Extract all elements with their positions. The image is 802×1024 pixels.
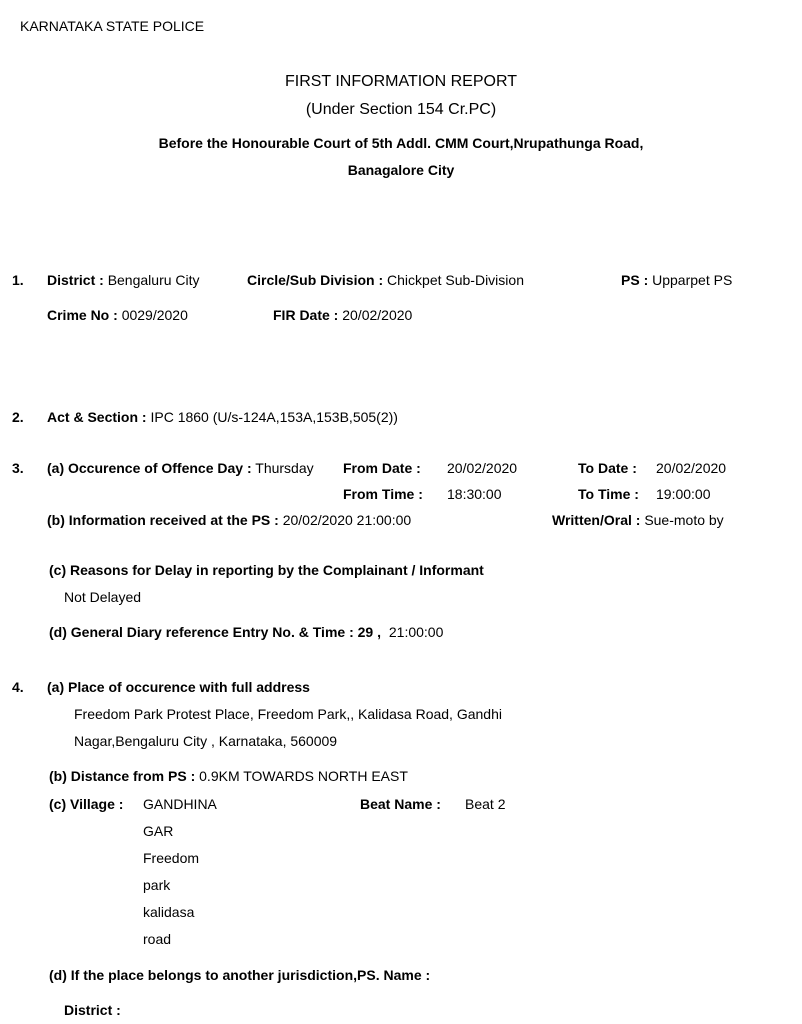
written-oral-value: Sue-moto by bbox=[644, 512, 724, 528]
act-section-row bbox=[47, 409, 398, 425]
info-received-value: 20/02/2020 21:00:00 bbox=[282, 512, 412, 528]
beat-name-value: Beat 2 bbox=[465, 796, 506, 812]
diary-time: 21:00:00 bbox=[388, 624, 444, 640]
agency-name: KARNATAKA STATE POLICE bbox=[20, 18, 205, 34]
delay-reason-label: (c) Reasons for Delay in reporting by the Complainant / Informant bbox=[49, 562, 484, 578]
fir-date-value: 20/02/2020 bbox=[342, 307, 413, 323]
jurisdiction-label: (d) If the place belongs to another jurisdiction,PS. Name : bbox=[49, 967, 431, 983]
from-date-label: From Date : bbox=[343, 460, 421, 476]
section-1-number: 1. bbox=[12, 272, 24, 288]
section-3-number: 3. bbox=[12, 460, 24, 476]
to-date-label: To Date : bbox=[578, 460, 637, 476]
village-line: GANDHINA bbox=[143, 796, 217, 812]
circle-row bbox=[247, 272, 524, 288]
offence-day-value: Thursday bbox=[255, 460, 314, 476]
court-line-2: Banagalore City bbox=[347, 162, 455, 178]
distance-row bbox=[49, 768, 408, 784]
diary-row bbox=[49, 624, 443, 640]
act-section-value: IPC 1860 (U/s-124A,153A,153B,505(2)) bbox=[150, 409, 398, 425]
village-line: Freedom bbox=[143, 850, 200, 866]
address-line-2: Nagar,Bengaluru City , Karnataka, 560009 bbox=[74, 733, 338, 749]
village-line: GAR bbox=[143, 823, 174, 839]
diary-label: (d) General Diary reference Entry No. & Time : bbox=[49, 624, 354, 640]
village-line: kalidasa bbox=[143, 904, 195, 920]
offence-day-label: (a) Occurence of Offence Day : bbox=[47, 460, 252, 476]
info-received-row bbox=[47, 512, 411, 528]
place-label: (a) Place of occurence with full address bbox=[47, 679, 310, 695]
ps-label: PS : bbox=[621, 272, 649, 288]
from-time-value: 18:30:00 bbox=[447, 486, 502, 502]
circle-value: Chickpet Sub-Division bbox=[387, 272, 524, 288]
offence-day-row bbox=[47, 460, 314, 476]
crime-no-value: 0029/2020 bbox=[121, 307, 188, 323]
jurisdiction-district-label: District : bbox=[64, 1002, 121, 1018]
ps-row bbox=[621, 272, 732, 288]
to-date-value: 20/02/2020 bbox=[656, 460, 727, 476]
court-line-1: Before the Honourable Court of 5th Addl. CMM Court,Nrupathunga Road, bbox=[158, 135, 644, 151]
circle-label: Circle/Sub Division : bbox=[247, 272, 384, 288]
distance-label: (b) Distance from PS : bbox=[49, 768, 196, 784]
village-line: road bbox=[143, 931, 172, 947]
fir-date-label: FIR Date : bbox=[273, 307, 339, 323]
district-row bbox=[47, 272, 200, 288]
village-label: (c) Village : bbox=[49, 796, 124, 812]
address-line-1: Freedom Park Protest Place, Freedom Park,, Kalidasa Road, Gandhi bbox=[74, 706, 502, 722]
written-oral-row bbox=[552, 512, 724, 528]
section-2-number: 2. bbox=[12, 409, 24, 425]
district-label: District : bbox=[47, 272, 104, 288]
delay-reason-value: Not Delayed bbox=[64, 589, 142, 605]
beat-name-label: Beat Name : bbox=[360, 796, 441, 812]
from-time-label: From Time : bbox=[343, 486, 423, 502]
to-time-value: 19:00:00 bbox=[656, 486, 711, 502]
district-value: Bengaluru City bbox=[107, 272, 200, 288]
act-section-label: Act & Section : bbox=[47, 409, 147, 425]
from-date-value: 20/02/2020 bbox=[447, 460, 518, 476]
diary-entry: 29 , bbox=[357, 624, 381, 640]
village-line: park bbox=[143, 877, 171, 893]
crime-no-label: Crime No : bbox=[47, 307, 118, 323]
ps-value: Upparpet PS bbox=[652, 272, 733, 288]
report-title: FIRST INFORMATION REPORT bbox=[284, 73, 517, 90]
written-oral-label: Written/Oral : bbox=[552, 512, 641, 528]
report-subtitle: (Under Section 154 Cr.PC) bbox=[305, 101, 497, 118]
info-received-label: (b) Information received at the PS : bbox=[47, 512, 279, 528]
to-time-label: To Time : bbox=[578, 486, 639, 502]
section-4-number: 4. bbox=[12, 679, 24, 695]
distance-value: 0.9KM TOWARDS NORTH EAST bbox=[199, 768, 408, 784]
crime-no-row bbox=[47, 307, 188, 323]
fir-date-row bbox=[273, 307, 412, 323]
